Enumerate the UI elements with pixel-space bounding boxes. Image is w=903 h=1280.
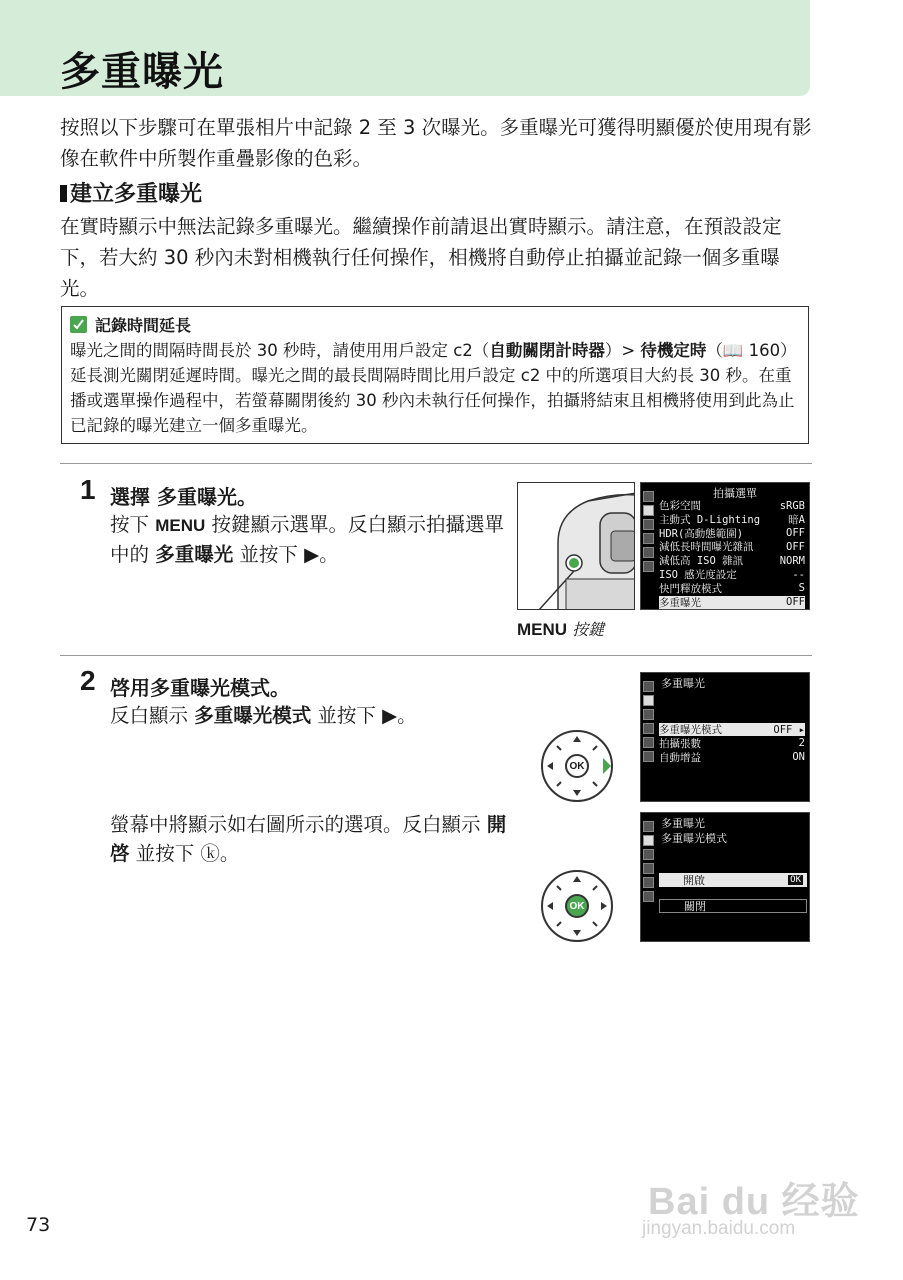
step-2-text: 反白顯示 多重曝光模式 並按下 ▶。	[110, 704, 417, 727]
menu-row-value: OFF	[786, 527, 805, 540]
menu-row-value: sRGB	[779, 499, 805, 512]
step-1-text: 按下 MENU 按鍵顯示選單。反白顯示拍攝選單中的 多重曝光 並按下 ▶。	[110, 513, 504, 566]
menu-row-label: 主動式 D-Lighting	[659, 513, 761, 526]
option-on[interactable]: 開啟 OK	[659, 873, 807, 887]
divider	[60, 463, 812, 464]
section-paragraph: 在實時顯示中無法記錄多重曝光。繼續操作前請退出實時顯示。請注意，在預設設定下，若大約 30 秒內未對相機執行任何操作，相機將自動停止拍攝並記錄一個多重曝光。	[60, 215, 782, 300]
watermark-logo: Bai du 经验	[648, 1181, 860, 1223]
check-icon	[70, 316, 87, 333]
option-off[interactable]: 關閉	[659, 899, 807, 913]
menu-tab-icons	[643, 821, 656, 905]
menu-row-label: HDR(高動態範圍)	[659, 527, 744, 540]
menu-row[interactable]	[659, 582, 805, 595]
screen-title: 拍攝選單	[713, 487, 757, 500]
camera-illustration	[517, 482, 635, 610]
section-marker	[60, 185, 67, 202]
menu-row[interactable]	[659, 723, 805, 736]
camera-back-icon	[518, 483, 635, 610]
screen-subtitle: 多重曝光模式	[661, 832, 727, 845]
multi-exposure-mode-screen	[640, 812, 810, 942]
multi-exposure-screen	[640, 672, 810, 802]
menu-row[interactable]	[659, 499, 805, 512]
menu-row-label: 多重曝光	[659, 596, 701, 609]
menu-row-label: 自動增益	[659, 751, 701, 764]
menu-row-value: S	[798, 582, 805, 595]
note-setting-1: 自動關閉計時器	[489, 341, 605, 360]
multi-selector-right	[541, 730, 613, 802]
step-1-title: 選擇 多重曝光。	[110, 485, 257, 509]
screen-title: 多重曝光	[661, 677, 705, 690]
menu-row[interactable]	[659, 527, 805, 540]
shooting-menu-screen	[640, 482, 810, 610]
camera-caption: MENU 按鍵	[517, 620, 605, 639]
step-1-number: 1	[80, 474, 96, 505]
menu-row-label: 減低長時間曝光雜訊	[659, 541, 754, 554]
multi-selector-ok	[541, 870, 613, 942]
intro-paragraph: 按照以下步驟可在單張相片中記錄 2 至 3 次曝光。多重曝光可獲得明顯優於使用現有影像在軟件中所製作重疊影像的色彩。	[60, 116, 812, 170]
divider	[60, 655, 812, 656]
ok-button-icon: OK	[565, 894, 589, 918]
menu-row-value: NORM	[779, 554, 805, 567]
menu-row-label: 色彩空間	[659, 500, 701, 512]
note-body: 曝光之間的間隔時間長於 30 秒時，請使用用戶設定 c2（自動關閉計時器）> 待機定時（📖 160）延長測光關閉延遲時間。曝光之間的最長間隔時間比用戶設定 c2 中的所選項目大約長 30 秒。在重播或選單操作過程中，若螢幕關閉後約 30 秒內未執行任何操作，拍攝將結束且相機將使用到此為止已記錄的曝光建立一個多重曝光。	[70, 341, 797, 435]
menu-row-value: 暗A	[788, 513, 805, 526]
note-title: 記錄時間延長	[95, 315, 192, 335]
menu-row-value: ON	[792, 751, 805, 764]
menu-row-label: 快門釋放模式	[659, 582, 722, 595]
step-2-title: 啓用多重曝光模式。	[110, 676, 290, 700]
menu-row-label: 多重曝光模式	[659, 724, 722, 736]
menu-row-value: OFF ▸	[773, 723, 805, 736]
ok-button-icon: OK	[565, 754, 589, 778]
menu-row-value: --	[792, 568, 805, 581]
menu-row-label: 減低高 ISO 雜訊	[659, 555, 744, 568]
menu-row[interactable]	[659, 737, 805, 750]
page-title: 多重曝光	[60, 49, 224, 95]
menu-row[interactable]	[659, 540, 805, 553]
menu-tab-icons	[643, 681, 656, 765]
menu-tab-icons	[643, 491, 656, 575]
note-setting-2: 待機定時	[640, 341, 707, 360]
step-2-number: 2	[80, 665, 96, 696]
menu-row[interactable]	[659, 596, 805, 609]
menu-keyword: MENU	[155, 516, 206, 535]
section-title	[60, 177, 202, 208]
screen-title: 多重曝光	[661, 817, 705, 830]
menu-row-value: OFF	[786, 540, 805, 553]
section-title-text: 建立多重曝光	[70, 182, 203, 207]
menu-row[interactable]	[659, 513, 805, 526]
menu-row[interactable]	[659, 554, 805, 567]
menu-row-label: 拍攝張數	[659, 737, 701, 750]
step-2-text-b: 螢幕中將顯示如右圖所示的選項。反白顯示 開啓 並按下 ⓚ。	[110, 813, 507, 865]
watermark	[640, 1150, 860, 1250]
menu-row-value: 2	[798, 737, 805, 750]
menu-row-label: ISO 感光度設定	[659, 569, 737, 581]
menu-row[interactable]	[659, 751, 805, 764]
note-header	[70, 313, 800, 335]
page-number: 73	[26, 1214, 51, 1236]
book-icon: 📖	[722, 341, 744, 360]
note-box	[61, 306, 809, 444]
menu-row[interactable]	[659, 568, 805, 581]
menu-row-value: OFF	[786, 596, 805, 609]
watermark-url: jingyan.baidu.com	[642, 1218, 796, 1239]
